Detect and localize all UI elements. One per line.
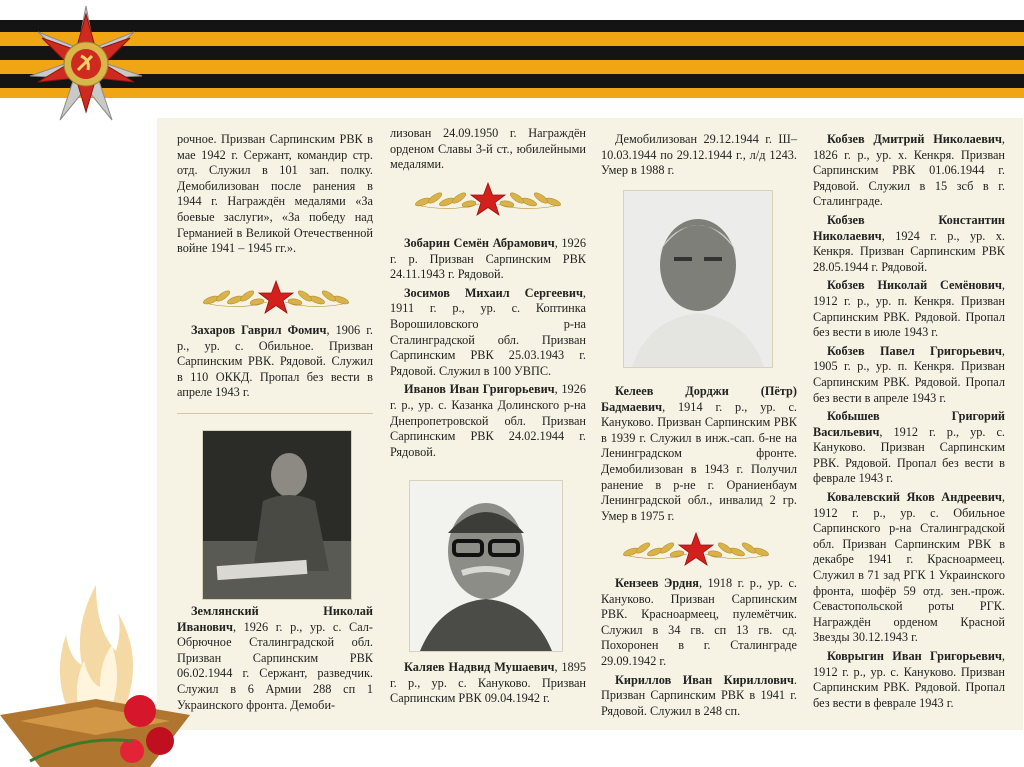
st-george-ribbon [0,20,1024,98]
divider [177,413,373,414]
person-bio: . Призван Сарпинским РВК в 1941 г. Рядовой. Служил в 248 сп. [601,672,797,718]
column-1-entry-zakharov [177,323,373,401]
column-2-entries [390,236,586,460]
column-1-entry-zemlyansky [177,604,373,713]
person-name: Кобзев Николай Семёнович [827,278,1002,293]
person-name: Кобышев Григорий Васильевич [813,409,1005,439]
person-bio: , 1926 г. р. Призван Сарпинским РВК 24.11.1943 г. Рядовой. [390,236,586,282]
order-of-patriotic-war-icon [26,4,146,124]
person-bio: , 1912 г. р., ур. с. Кануково. Призван Сарпинским РВК. Рядовой. Пропал без вести в феврале 1943 г. [813,649,1005,710]
person-bio: , 1895 г. р., ур. с. Кануково. Призван Сарпинским РВК 09.04.1942 г. [390,660,586,706]
person-name: Землянский Николай Иванович [177,604,373,634]
photo-keleev [623,190,773,368]
photo-zemlyansky [202,430,352,600]
person-bio: , 1906 г. р., ур. с. Обильное. Призван Сарпинским РВК. Рядовой. Служил в 110 ОККД. Пропал без вести в апреле 1943 г. [177,323,373,400]
person-bio: , 1914 г. р., ур. с. Кануково. Призван Сарпинским РВК в 1939 г. Служил в инж.-сап. б-не на Ленинградском фронте. Демобилизован в 1943 г. Получил ранение в р-не г. Ораниенбаум Ленинградской обл., инвалид 2 гр. Умер в 1975 г. [601,399,797,523]
person-name: Кириллов Иван Кириллович [615,672,794,687]
laurel-star-icon [201,278,351,318]
column-4 [813,132,1005,711]
person-bio: , 1926 г. р., ур. с. Казанка Долинского р-на Днепропетровской обл. Призван Сарпинским РВК 24.02.1944 г. Рядовой. [390,382,586,459]
person-name: Зобарин Семён Абрамович [404,236,555,250]
person-bio: , 1924 г. р., ур. х. Кенкря. Призван Сарпинским РВК 28.05.1944 г. Рядовой. [813,228,1005,274]
person-name: Каляев Надвид Мушаевич [404,660,555,674]
eternal-flame-icon [0,565,190,767]
column-3 [601,132,797,179]
person-bio: , 1912 г. р., ур. п. Кенкря. Призван Сарпинским РВК. Рядовой. Пропал без вести в июле 1943 г. [813,278,1005,340]
person-name: Кензеев Эрдня [615,576,699,590]
laurel-star-icon [413,180,563,220]
person-bio: , 1926 г. р., ур. с. Сал-Обрючное Сталинградской обл. Призван Сарпинским РВК 06.02.1944 г. Сержант, разведчик. Служил в 6 Армии 288 сп 1 Украинского фронта. Демоби- [177,619,373,712]
person-name: Кобзев Павел Григорьевич [827,343,1002,358]
entry-continuation: рочное. Призван Сарпинским РВК в мае 1942 г. Сержант, командир стр. отд. Служил в 101 зап. полку. Демобилизован после ранения в 1944 г. Награждён медалями «За боевые заслуги», «За победу над Германией в Великой Отечественной войне 1941 – 1945 гг.». [177,132,373,256]
person-name: Коврыгин Иван Григорьевич [827,649,1002,663]
column-1 [177,132,373,257]
person-name: Зосимов Михаил Сергеевич [404,285,583,300]
column-3-entries [601,576,797,719]
person-bio: , 1826 г. р., ур. х. Кенкря. Призван Сарпинским РВК 01.06.1944 г. Рядовой. Служил в 15 зсб в г. Сталинграде. [813,132,1005,209]
column-2-entry-kalyaev [390,660,586,707]
entry-continuation: Демобилизован 29.12.1944 г. Ш–10.03.1944 по 29.12.1944 г., л/д 1243. Умер в 1988 г. [601,132,797,178]
column-2 [390,126,586,173]
person-name: Кобзев Дмитрий Николаевич [827,132,1002,146]
person-bio: , 1905 г. р., ур. п. Кенкря. Призван Сарпинским РВК. Рядовой. Пропал без вести в апреле 1943 г. [813,343,1005,405]
person-name: Захаров Гаврил Фомич [191,323,327,337]
photo-kalyaev [409,480,563,652]
person-name: Келеев Дорджи (Пётр) Бадмаевич [601,384,797,414]
person-bio: , 1912 г. р., ур. с. Обильное Сарпинского р-на Сталинградской обл. Призван Сарпинским РВК в декабре 1941 г. Красноармеец. Служил в 71 зад РГК 1 Украинского фронта, шофёр 59 отд. зен.-прож. Севастопольской роты РГК. Награждён орденом Красной Звезды 30.12.1943 г. [813,490,1005,645]
person-name: Кобзев Константин Николаевич [813,212,1005,243]
person-bio: , 1918 г. р., ур. с. Кануково. Призван Сарпинским РВК. Красноармеец, пулемётчик. Служил в 34 гв. сп 13 гв. сд. Похоронен в г. Сталинграде 29.09.1942 г. [601,576,797,668]
person-name: Иванов Иван Григорьевич [404,382,555,397]
person-bio: , 1911 г. р., ур. с. Коптинка Ворошиловского р-на Сталинградской обл. Призван Сарпинским РВК 25.03.1943 г. Рядовой. Служил в 100 УВПС. [390,285,586,378]
person-bio: , 1912 г. р., ур. с. Кануково. Призван Сарпинским РВК. Рядовой. Пропал без вести в феврале 1943 г. [813,424,1005,486]
person-name: Ковалевский Яков Андреевич [827,490,1002,505]
entry-continuation: лизован 24.09.1950 г. Награждён орденом Славы 3-й ст., юбилейными медалями. [390,126,586,172]
laurel-star-icon [621,530,771,570]
book-page [157,118,1023,730]
column-3-entry-keleev [601,384,797,524]
